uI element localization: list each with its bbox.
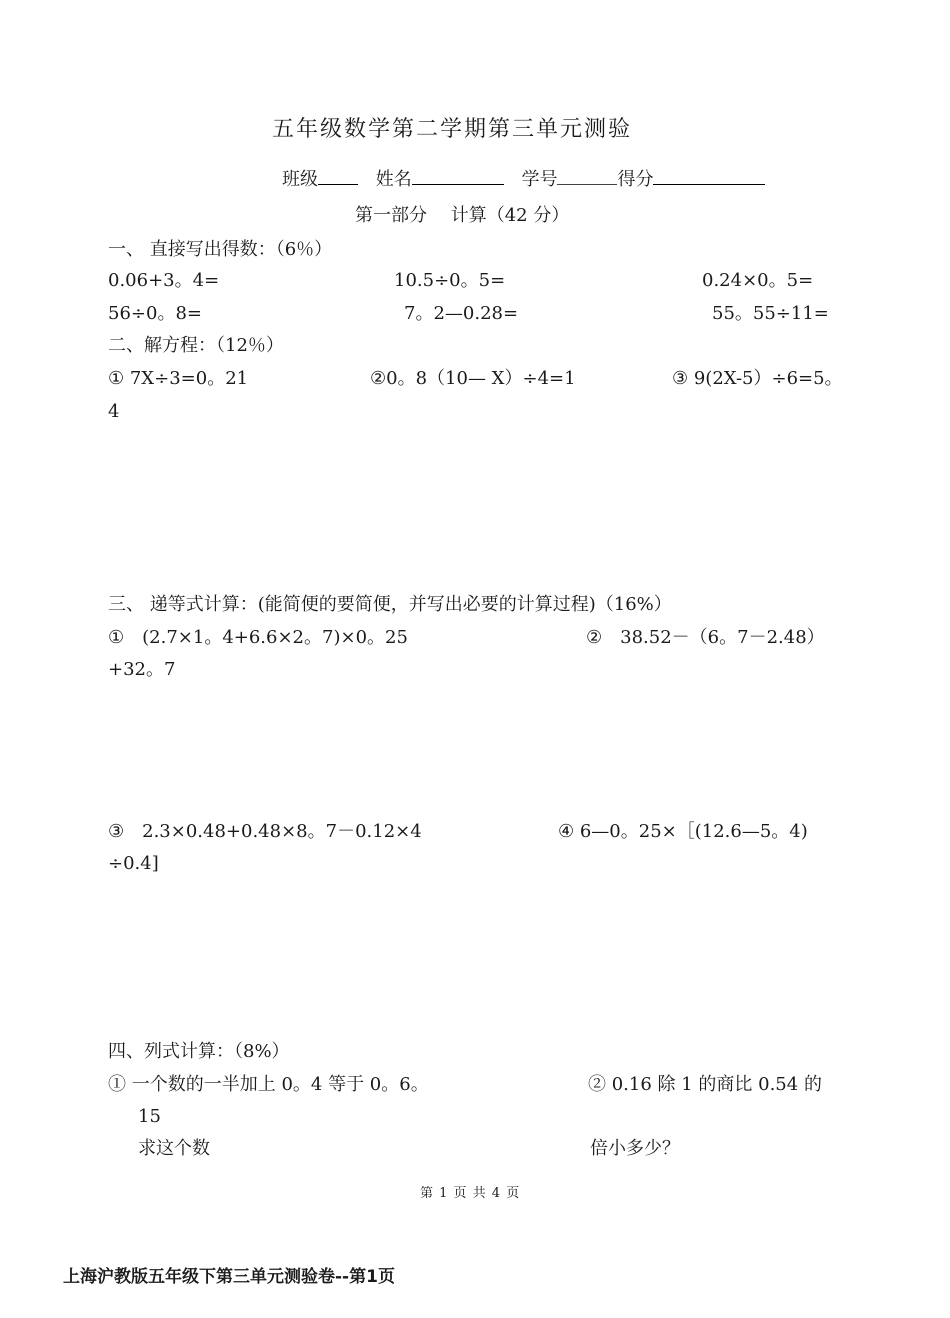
- s1-item-3: 0.24×0。5=: [702, 270, 814, 291]
- s2-equation-3-continued: 4: [108, 401, 120, 422]
- s2-equation-3: ③ 9(2X-5）÷6=5。: [672, 368, 843, 389]
- s2-equation-1: ① 7X÷3=0。21: [108, 368, 249, 389]
- s3-question-1: ① (2.7×1。4+6.6×2。7)×0。25: [108, 627, 408, 648]
- s1-item-2: 10.5÷0。5=: [394, 270, 506, 291]
- bottom-caption: 上海沪教版五年级下第三单元测验卷--第1页: [63, 1267, 395, 1287]
- number-label: 学号: [521, 169, 558, 190]
- score-label: 得分: [617, 169, 654, 190]
- s4-question-1-fraction: 15: [138, 1106, 161, 1127]
- s1-item-1: 0.06+3。4=: [108, 270, 220, 291]
- score-blank: [653, 166, 765, 185]
- section-2-heading: 二、解方程：（12％）: [108, 335, 284, 356]
- page-footer: 第 1 页 共 4 页: [420, 1186, 521, 1201]
- s3-question-4: ④ 6—0。25×［(12.6—5。4): [558, 821, 808, 842]
- s4-question-1: ① 一个数的一半加上 0。4 等于 0。6。: [108, 1074, 429, 1095]
- s3-question-2-continued: +32。7: [108, 659, 176, 680]
- s2-equation-2: ②0。8（10— X）÷4=1: [370, 368, 576, 389]
- s3-question-4-continued: ÷0.4]: [108, 853, 159, 874]
- section-4-heading: 四、列式计算：（8%）: [108, 1041, 290, 1062]
- name-blank: [412, 166, 504, 185]
- s1-item-6: 55。55÷11=: [712, 303, 829, 324]
- section-1-heading: 一、 直接写出得数：（6％）: [108, 239, 333, 260]
- class-blank: [318, 166, 358, 185]
- s3-question-2: ② 38.52－（6。7－2.48）: [586, 627, 825, 648]
- s4-question-1-continued: 求这个数: [138, 1138, 210, 1159]
- exam-title: 五年级数学第二学期第三单元测验: [272, 117, 633, 142]
- part-one-heading: 第一部分 计算（42 分）: [355, 205, 570, 226]
- s1-item-4: 56÷0。8=: [108, 303, 202, 324]
- s4-question-2: ② 0.16 除 1 的商比 0.54 的: [588, 1074, 822, 1095]
- section-3-heading: 三、 递等式计算：(能简便的要简便，并写出必要的计算过程)（16%）: [108, 594, 672, 615]
- name-label: 姓名: [375, 169, 412, 190]
- number-blank: [557, 166, 617, 185]
- s3-question-3: ③ 2.3×0.48+0.48×8。7－0.12×4: [108, 821, 422, 842]
- s1-item-5: 7。2—0.28=: [404, 303, 519, 324]
- class-label: 班级: [282, 169, 318, 190]
- s4-question-2-continued: 倍小多少？: [590, 1138, 680, 1159]
- student-info-row: [282, 166, 765, 191]
